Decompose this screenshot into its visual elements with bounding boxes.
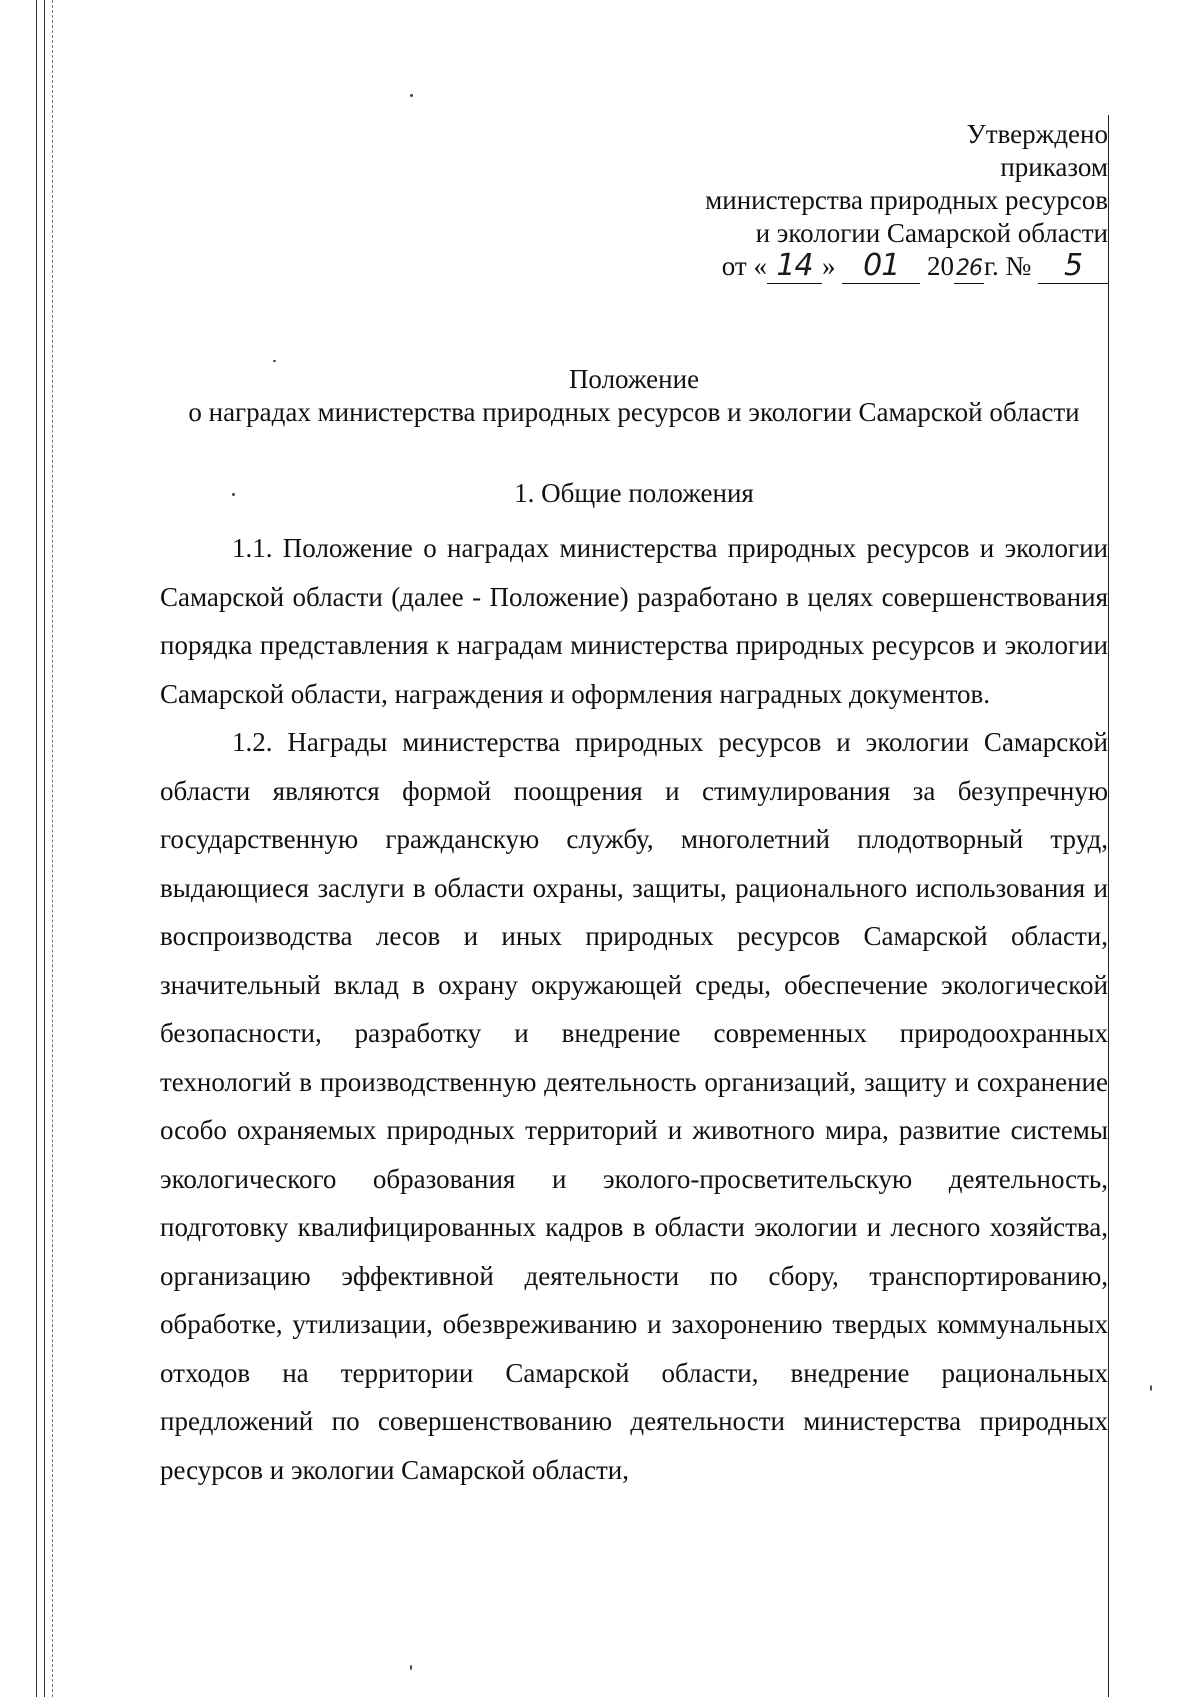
order-year-blank (954, 250, 984, 284)
scan-speck (1150, 1385, 1152, 1391)
approval-line-region: и экологии Самарской области (755, 218, 1108, 248)
approval-line-order: приказом (1000, 152, 1108, 182)
order-date-day-close: » (821, 251, 836, 281)
approval-order-date-line (705, 250, 1108, 284)
order-day-handwritten: 14 (776, 248, 813, 283)
paragraph-1-1: 1.1. Положение о наградах министерства природных ресурсов и экологии Самарской области (далее - Положение) разработано в целях совершенствования порядка представления к наградам министерства природных ресурсов и экологии Самарской области, награждения и оформления наградных документов. (160, 533, 1108, 709)
scan-speck (273, 360, 276, 362)
order-number-label: г. № (983, 251, 1032, 281)
order-year-prefix: 20 (926, 251, 954, 281)
document-title (160, 363, 1108, 429)
page-right-rule (1108, 115, 1109, 1697)
approval-block (705, 118, 1108, 284)
scan-speck (410, 1665, 412, 1670)
document-title-line2: о наградах министерства природных ресурсов и экологии Самарской области (188, 397, 1080, 427)
scan-edge-left-outer (36, 0, 37, 1697)
document-title-line1: Положение (568, 364, 700, 394)
scan-edge-left-inner (44, 0, 45, 1697)
order-month-handwritten: 01 (863, 248, 900, 283)
paragraph-1-2: 1.2. Награды министерства природных ресурсов и экологии Самарской области являются формой поощрения и стимулирования за безупречную государственную гражданскую службу, многолетний плодотворный труд, выдающиеся заслуги в области охраны, защиты, рационального использования и воспроизводства лесов и иных природных ресурсов Самарской области, значительный вклад в охрану окружающей среды, обеспечение экологической безопасности, разработку и внедрение современных природоохранных технологий в производственную деятельность организаций, защиту и сохранение особо охраняемых природных территорий и животного мира, развитие системы экологического образования и эколого-просветительскую деятельность, подготовку квалифицированных кадров в области экологии и лесного хозяйства, организацию эффективной деятельности по сбору, транспортированию, обработке, утилизации, обезвреживанию и захоронению твердых коммунальных отходов на территории Самарской области, внедрение рациональных предложений по совершенствованию деятельности министерства природных ресурсов и экологии Самарской области, (160, 727, 1108, 1485)
order-number-handwritten: 5 (1063, 248, 1083, 283)
order-number-blank (1038, 250, 1108, 284)
document-body (160, 524, 1108, 1494)
order-date-prefix: от « (721, 251, 767, 281)
order-month-blank (842, 250, 920, 284)
approval-line-approved: Утверждено (966, 119, 1108, 149)
approval-line-ministry: министерства природных ресурсов (705, 185, 1108, 215)
order-day-blank (767, 250, 822, 284)
scan-edge-left-dashed (52, 0, 53, 1697)
section-heading: 1. Общие положения (514, 478, 754, 508)
scan-speck (410, 94, 413, 97)
order-year-handwritten: 26 (955, 256, 982, 281)
